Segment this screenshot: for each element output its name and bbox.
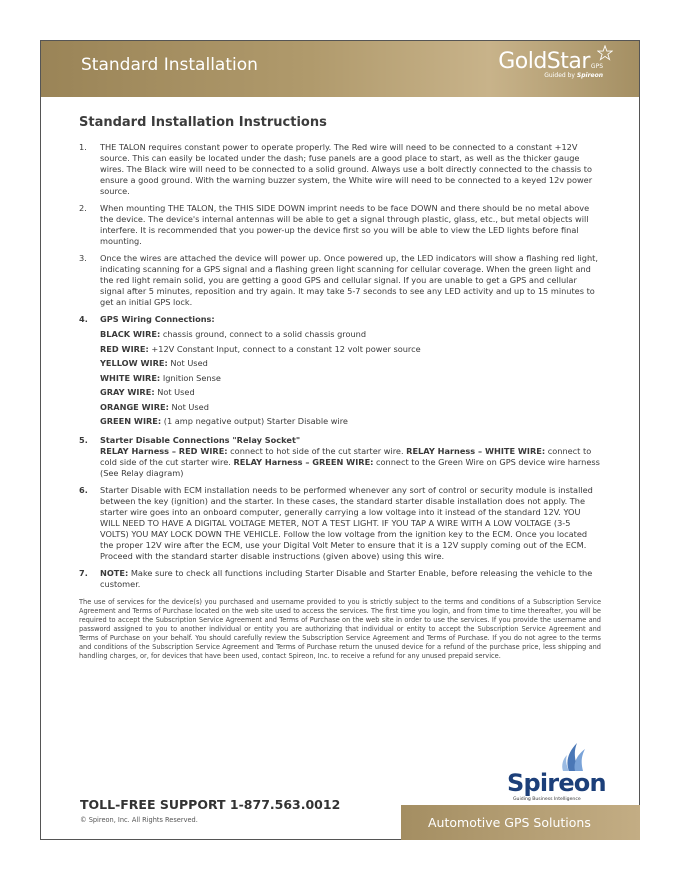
wire-entry-black: BLACK WIRE: chassis ground, connect to a solid chassis ground <box>100 329 367 339</box>
logo-wordmark: GoldStar <box>498 49 590 74</box>
item-number: 4. <box>79 314 88 324</box>
item-number: 7. <box>79 567 88 578</box>
note-item <box>79 568 601 590</box>
wire-entry-gray: GRAY WIRE: Not Used <box>100 387 195 397</box>
note-label: NOTE: <box>100 567 129 578</box>
spireon-wordmark: Spireon <box>507 769 606 797</box>
relay-text: RELAY Harness – RED WIRE: connect to hot side of the cut starter wire. RELAY Harness – WHITE WIRE: connect to cold side of the cut starter wire. RELAY Harness – GREEN WIRE: connect to the Green Wire on GPS device wire harness (See Relay diagram) <box>100 445 600 478</box>
item-text: Once the wires are attached the device will power up. Once powered up, the LED indicators will show a flashing red light, indicating scanning for a GPS signal and a flashing green light scanning for cellular coverage. When the green light and the red light remain solid, you are getting a good GPS and cellular signal. If you are unable to get a GPS and cellular signal after 5 minutes, reposition and try again. It may take 5-7 seconds to see any LED activity and up to 15 minutes to get an initial GPS lock. <box>100 253 598 307</box>
spireon-flame-icon <box>555 741 595 771</box>
logo-guided-by: Guided by Spireon <box>544 72 603 79</box>
item-number: 3. <box>79 253 87 263</box>
page-title: Standard Installation <box>81 55 258 75</box>
wire-entry-green: GREEN WIRE: (1 amp negative output) Starter Disable wire <box>100 416 348 426</box>
footer-banner <box>401 805 640 840</box>
logo-gps: GPS <box>590 63 603 70</box>
star-icon <box>597 45 613 61</box>
wire-entry-red: RED WIRE: +12V Constant Input, connect to a constant 12 volt power source <box>100 343 421 354</box>
wire-entry-white: WHITE WIRE: Ignition Sense <box>100 372 221 383</box>
instruction-item <box>79 142 601 197</box>
goldstar-logo <box>498 49 603 79</box>
document-page <box>40 40 640 840</box>
item-text: Starter Disable with ECM installation needs to be performed whenever any sort of control or security module is installed between the key (ignition) and the starter. In these cases, the standard starter disable installation does not apply. The starter wire goes into an onboard computer, generally carrying a low voltage into it instead of the standard 12V. YOU WILL NEED TO HAVE A DIGITAL VOLTAGE METER, NOT A TEST LIGHT. IF YOU TAP A WIRE WITH A LOW VOLTAGE (3-5 VOLTS) YOU MAY LOCK DOWN THE VEHICLE. Follow the low voltage from the ignition key to the ECM. Once you located the proper 12V wire after the ECM, use your Digital Volt Meter to ensure that it is a 12V supply coming out of the ECM. Proceed with the standard starter disable instructions (given above) using this wire. <box>100 484 593 561</box>
note-text: Make sure to check all functions including Starter Disable and Starter Enable, before releasing the vehicle to the customer. <box>100 567 593 589</box>
item-number: 1. <box>79 142 87 152</box>
item-number: 2. <box>79 203 87 213</box>
relay-socket-item <box>79 435 601 479</box>
wire-entry-orange: ORANGE WIRE: Not Used <box>100 401 209 412</box>
ecm-item <box>79 485 601 562</box>
item-number: 6. <box>79 484 88 495</box>
legal-disclaimer: The use of services for the device(s) you purchased and username provided to you is strictly subject to the terms and conditions of a Subscription Service Agreement and Terms of Purchase located on the web site used to access the services. The first time you login, and from time to time thereafter, you will be required to accept the Subscription Service Agreement and Terms of Purchase on the web site in order to use the services. If you provide the username and password assigned to you to another individual or entity you are authorizing that individual or entity to accept the Subscription Service Agreement and Terms of Purchase on your behalf. You should carefully review the Subscription Service Agreement and Terms of Purchase. If you do not agree to the terms and conditions of the Subscription Service Agreement and Terms of Purchase return the unused device for a refund of the purchase price, less shipping and handling charges, or, for devices that have been used, contact Spireon, Inc. to receive a refund for any unused prepaid service. <box>79 597 601 660</box>
header-banner <box>41 41 639 97</box>
item-text: THE TALON requires constant power to operate properly. The Red wire will need to be connected to a constant +12V source. This can easily be located under the dash; fuse panels are a good place to start, as well as the thicker gauge wires. The Black wire will need to be connected to a solid ground. Always use a bolt directly connected to the chassis to ensure a good ground. With the warning buzzer system, the White wire will need to be connected to a keyed 12v power source. <box>100 142 593 196</box>
spireon-tagline: Guiding Business Intelligence <box>513 797 581 802</box>
spireon-logo <box>493 747 606 813</box>
copyright-notice: © Spireon, Inc. All Rights Reserved. <box>80 816 198 824</box>
instruction-item <box>79 203 601 247</box>
gps-wiring-item <box>79 314 601 429</box>
gps-wiring-title: GPS Wiring Connections: <box>100 314 215 324</box>
wire-list <box>100 327 601 429</box>
toll-free-support: TOLL-FREE SUPPORT 1-877.563.0012 <box>80 797 341 812</box>
footer-tagline: Automotive GPS Solutions <box>428 815 591 830</box>
relay-title: Starter Disable Connections "Relay Socket" <box>100 434 301 445</box>
instruction-item <box>79 253 601 308</box>
item-number: 5. <box>79 434 88 445</box>
instructions-content <box>79 115 601 661</box>
wire-entry-yellow: YELLOW WIRE: Not Used <box>100 358 208 368</box>
item-text: When mounting THE TALON, the THIS SIDE DOWN imprint needs to be face DOWN and there should be no metal above the device. The device's internal antennas will be able to get a signal through plastic, glass, etc., but metal objects will interfere. It is recommended that you power-up the device first so you will be able to view the LED lights before final mounting. <box>100 203 590 246</box>
section-heading: Standard Installation Instructions <box>79 115 327 130</box>
